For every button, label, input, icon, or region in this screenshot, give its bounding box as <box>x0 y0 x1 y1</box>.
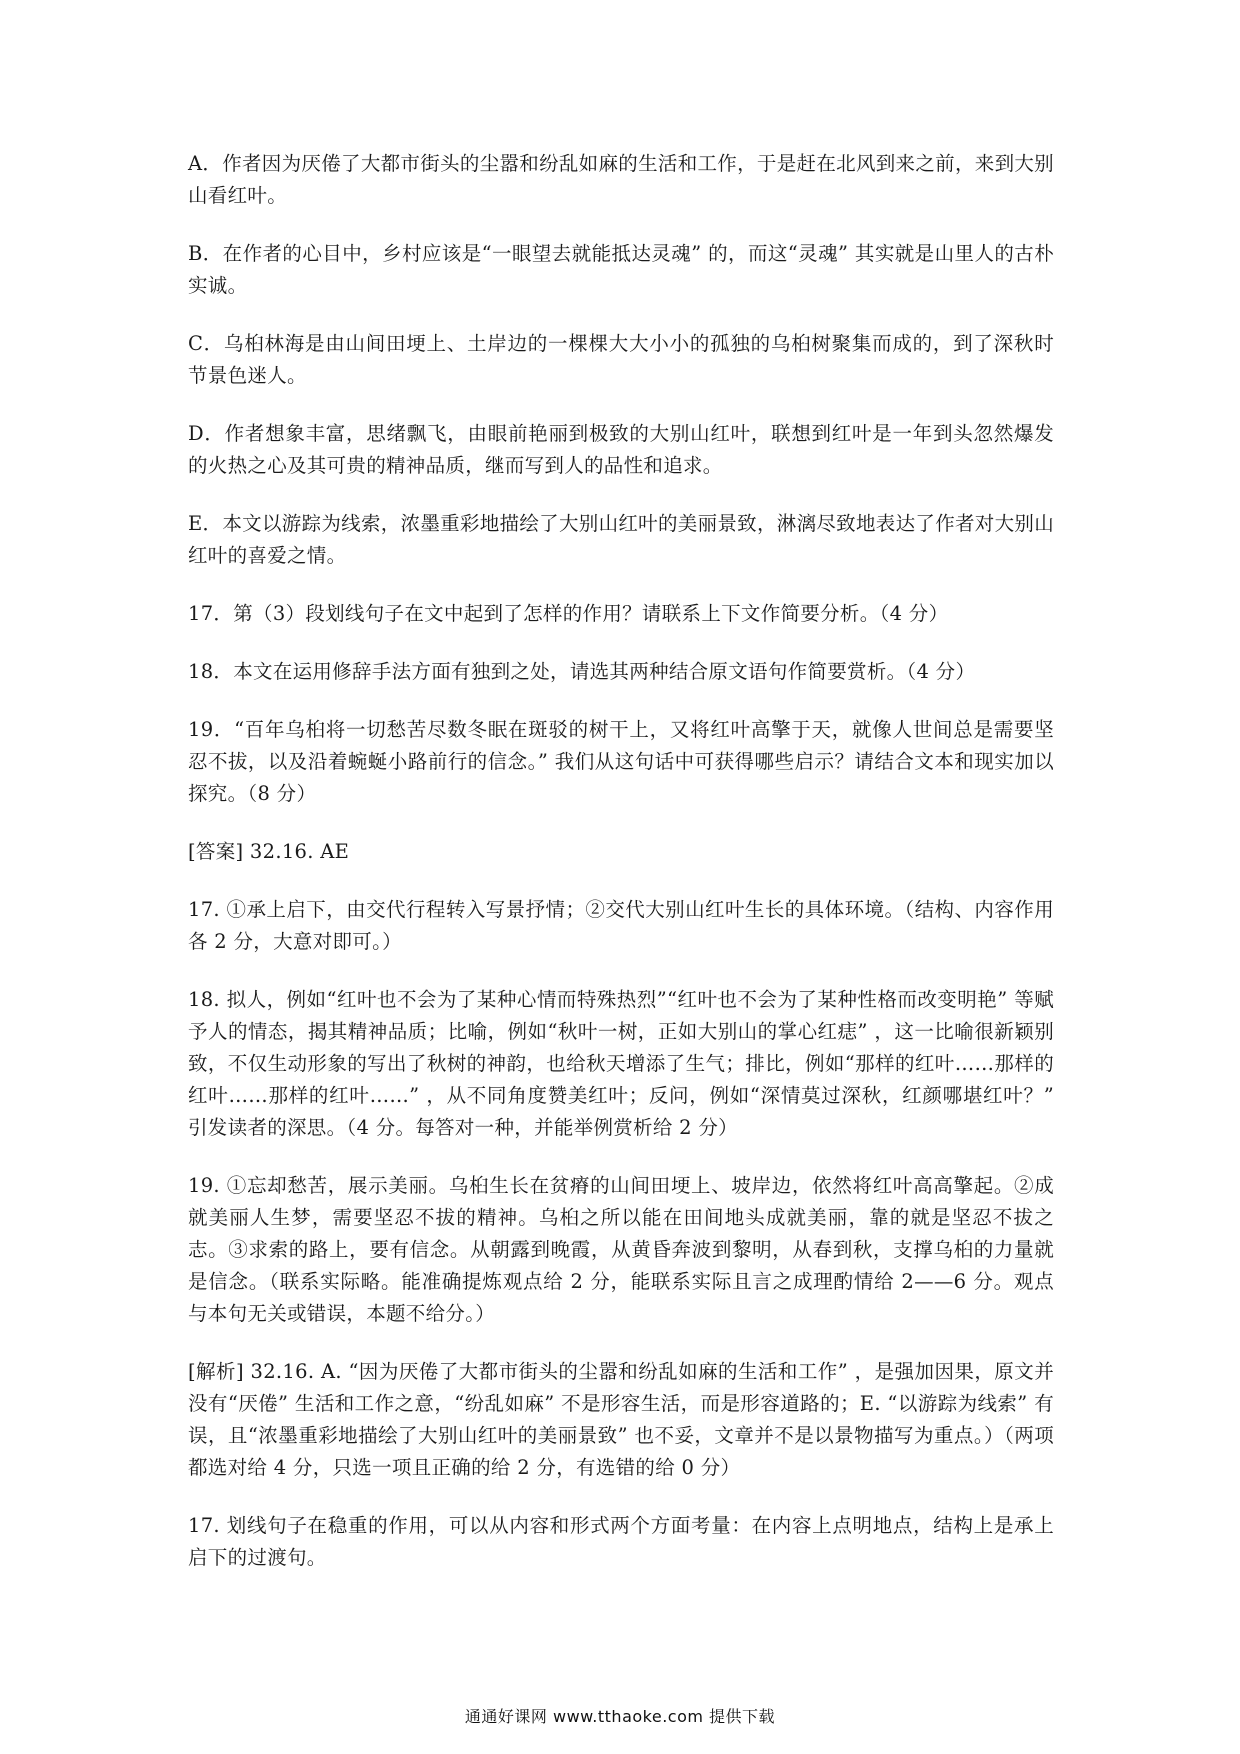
answer-18: 18. 拟人，例如“红叶也不会为了某种心情而特殊热烈”“红叶也不会为了某种性格而改变明艳” 等赋予人的情态，揭其精神品质；比喻，例如“秋叶一树，正如大别山的掌心红痣” ，这一比喻很新颖别致，不仅生动形象的写出了秋树的神韵，也给秋天增添了生气；排比，例如“那样的红叶……那样的红叶……那样的红叶……” ，从不同角度赞美红叶；反问，例如“深情莫过深秋，红颜哪堪红叶？” 引发读者的深思。（4 分。每答对一种，并能举例赏析给 2 分） <box>188 988 1054 1139</box>
answer-heading: [答案] 32.16. AE <box>188 840 350 863</box>
option-a: A．作者因为厌倦了大都市街头的尘嚣和纷乱如麻的生活和工作，于是赶在北风到来之前，来到大别山看红叶。 <box>188 152 1054 207</box>
analysis-16: [解析] 32.16. A. “因为厌倦了大都市街头的尘嚣和纷乱如麻的生活和工作” ，是强加因果，原文并没有“厌倦” 生活和工作之意，“纷乱如麻” 不是形容生活，而是形容道路的；E. “以游踪为线索” 有误，且“浓墨重彩地描绘了大别山红叶的美丽景致” 也不妥，文章并不是以景物描写为重点。）（两项都选对给 4 分，只选一项且正确的给 2 分，有选错的给 0 分） <box>188 1360 1054 1479</box>
document-body <box>188 148 1054 1600</box>
option-b: B．在作者的心目中，乡村应该是“一眼望去就能抵达灵魂” 的，而这“灵魂” 其实就是山里人的古朴实诚。 <box>188 242 1054 297</box>
analysis-17: 17. 划线句子在稳重的作用，可以从内容和形式两个方面考量：在内容上点明地点，结构上是承上启下的过渡句。 <box>188 1514 1054 1569</box>
question-18: 18．本文在运用修辞手法方面有独到之处，请选其两种结合原文语句作简要赏析。（4 分） <box>188 660 976 683</box>
option-c: C．乌桕林海是由山间田埂上、土岸边的一棵棵大大小小的孤独的乌桕树聚集而成的，到了深秋时节景色迷人。 <box>188 332 1054 387</box>
option-d: D．作者想象丰富，思绪飘飞，由眼前艳丽到极致的大别山红叶，联想到红叶是一年到头忽然爆发的火热之心及其可贵的精神品质，继而写到人的品性和追求。 <box>188 422 1054 477</box>
question-19: 19．“百年乌桕将一切愁苦尽数冬眠在斑驳的树干上，又将红叶高擎于天，就像人世间总是需要坚忍不拔，以及沿着蜿蜒小路前行的信念。” 我们从这句话中可获得哪些启示？请结合文本和现实加以探究。（8 分） <box>188 718 1054 805</box>
page-footer: 通通好课网 www.tthaoke.com 提供下载 <box>464 1707 776 1726</box>
question-17: 17．第（3）段划线句子在文中起到了怎样的作用？请联系上下文作简要分析。（4 分） <box>188 602 949 625</box>
option-e: E．本文以游踪为线索，浓墨重彩地描绘了大别山红叶的美丽景致，淋漓尽致地表达了作者对大别山红叶的喜爱之情。 <box>188 512 1054 567</box>
answer-17: 17. ①承上启下，由交代行程转入写景抒情；②交代大别山红叶生长的具体环境。（结构、内容作用各 2 分，大意对即可。） <box>188 898 1054 953</box>
answer-19: 19. ①忘却愁苦，展示美丽。乌桕生长在贫瘠的山间田埂上、坡岸边，依然将红叶高高擎起。②成就美丽人生梦，需要坚忍不拔的精神。乌桕之所以能在田间地头成就美丽，靠的就是坚忍不拔之志。③求索的路上，要有信念。从朝露到晚霞，从黄昏奔波到黎明，从春到秋，支撑乌桕的力量就是信念。（联系实际略。能准确提炼观点给 2 分，能联系实际且言之成理酌情给 2——6 分。观点与本句无关或错误，本题不给分。） <box>188 1174 1054 1325</box>
